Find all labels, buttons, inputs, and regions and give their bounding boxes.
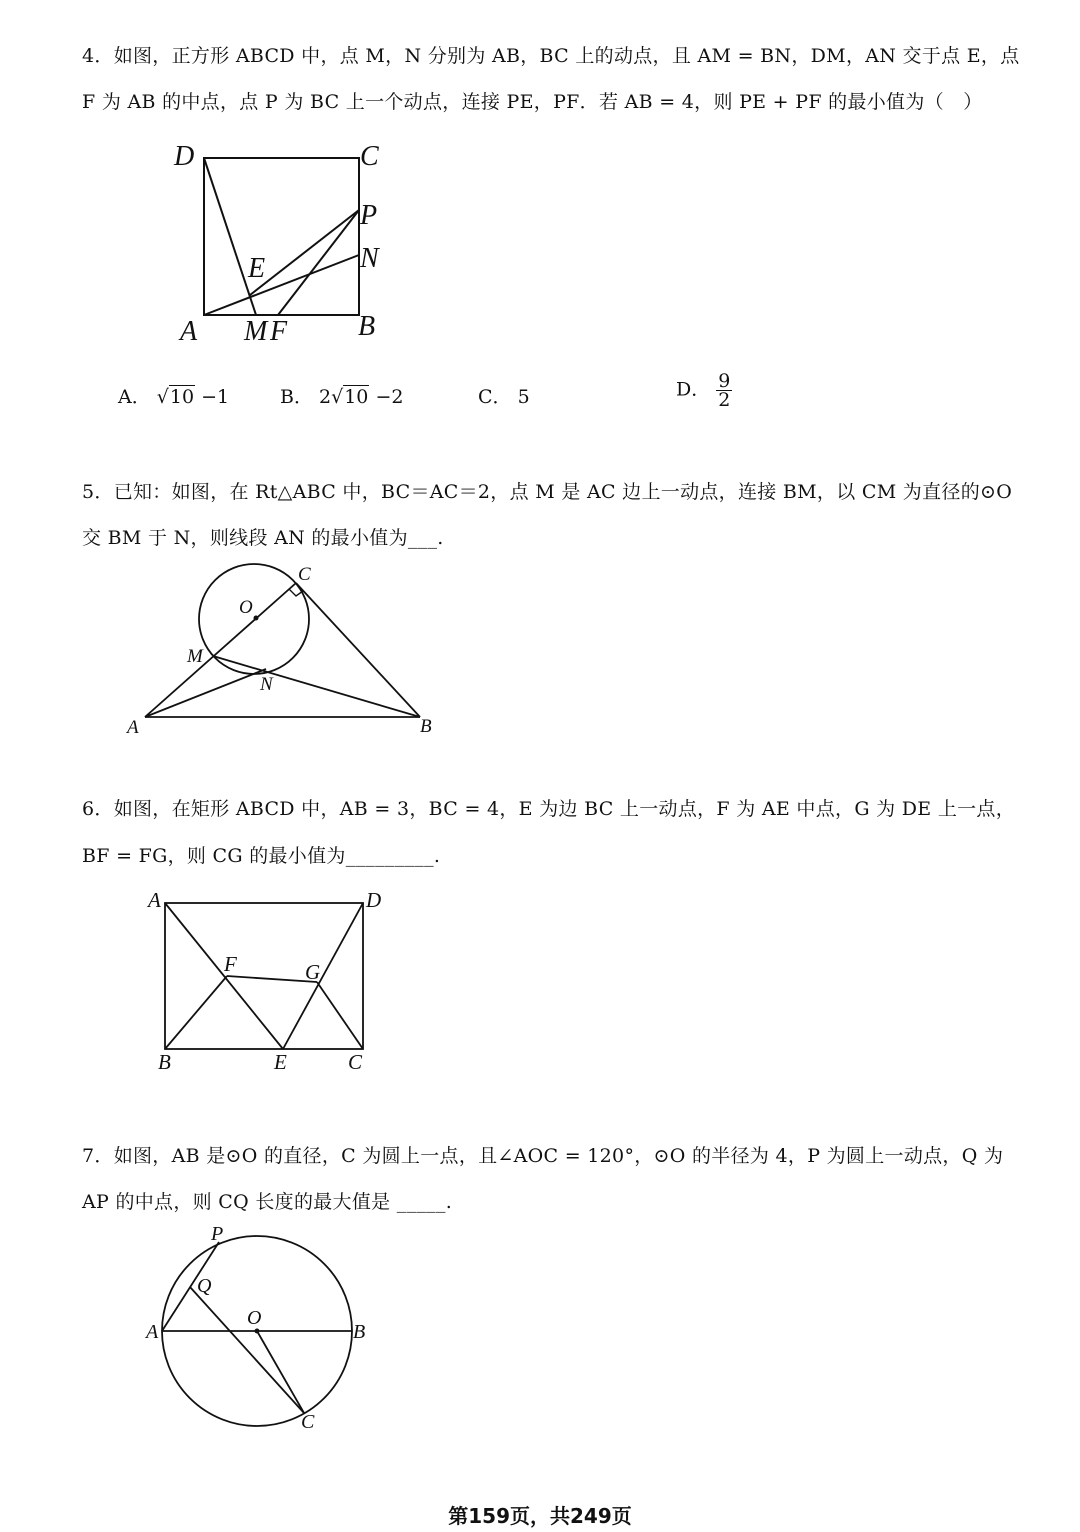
q6-text-line2: BF = FG，则 CG 的最小值为_________.	[82, 845, 441, 867]
q6-label-g: G	[305, 960, 321, 984]
q5-label-m: M	[187, 646, 203, 667]
q7-circle-figure	[135, 1220, 395, 1440]
q4-option-d-numerator: 9	[718, 370, 731, 392]
page-footer: 第159页，共249页	[448, 1504, 632, 1528]
q4-option-d-denominator: 2	[718, 389, 731, 411]
q4-label-e: E	[248, 253, 266, 284]
q6-label-c: C	[348, 1050, 363, 1074]
q4-label-m: M	[244, 316, 268, 347]
q7-label-p: P	[211, 1223, 224, 1245]
q4-segment-dm	[204, 158, 256, 315]
q5-segment-bm	[213, 656, 420, 717]
q6-segment-bf	[165, 976, 227, 1049]
q4-option-a-tail: −1	[195, 386, 230, 408]
q4-option-b-letter: B．	[280, 386, 313, 408]
q7-label-q: Q	[197, 1275, 212, 1297]
q4-square-figure	[160, 135, 400, 350]
q6-segment-de	[283, 903, 363, 1049]
q4-label-b: B	[358, 311, 376, 342]
q4-label-f: F	[270, 316, 288, 347]
q7-label-a: A	[146, 1321, 159, 1343]
q4-text-line1: 4．如图，正方形 ABCD 中，点 M，N 分别为 AB，BC 上的动点，且 AM = BN，DM，AN 交于点 E，点	[82, 45, 1020, 67]
q4-text-line2: F 为 AB 的中点，点 P 为 BC 上一个动点，连接 PE，PF．若 AB = 4，则 PE + PF 的最小值为（ ）	[82, 91, 983, 113]
q7-label-c: C	[301, 1411, 315, 1433]
q5-label-o: O	[239, 597, 253, 618]
q4-option-c-value: 5	[517, 386, 530, 408]
q6-label-d: D	[366, 888, 382, 912]
q4-option-c[interactable]	[478, 383, 530, 411]
q5-triangle-figure	[120, 560, 450, 740]
q6-rectangle	[165, 903, 363, 1049]
q7-text-line1: 7．如图，AB 是⊙O 的直径，C 为圆上一点，且∠AOC = 120°，⊙O 的半径为 4，P 为圆上一动点，Q 为	[82, 1145, 1004, 1167]
q6-text-line1: 6．如图，在矩形 ABCD 中，AB = 3，BC = 4，E 为边 BC 上一动点，F 为 AE 中点，G 为 DE 上一点，	[82, 798, 1016, 820]
q5-segment-bc	[296, 583, 420, 717]
q5-label-b: B	[420, 716, 432, 737]
q4-label-d: D	[174, 141, 195, 172]
q6-segment-fg	[227, 976, 317, 982]
q4-option-a-letter: A．	[118, 386, 151, 408]
q7-segment-qc	[190, 1287, 304, 1413]
q6-label-b: B	[158, 1050, 171, 1074]
q5-text-line2: 交 BM 于 N，则线段 AN 的最小值为___.	[82, 527, 444, 549]
q5-center-point	[254, 616, 259, 621]
q5-segment-an	[145, 669, 266, 717]
q4-option-b-radicand: 10	[344, 386, 369, 408]
q5-segment-ac	[145, 583, 296, 717]
q4-option-d[interactable]	[676, 372, 732, 409]
q6-rectangle-figure	[140, 885, 400, 1080]
q4-option-b-tail: −2	[369, 386, 404, 408]
q5-label-c: C	[298, 564, 311, 585]
q4-option-b[interactable]: B． 2√10 −2	[280, 386, 404, 408]
q4-label-p: P	[360, 200, 378, 231]
q4-option-d-letter: D．	[676, 378, 711, 401]
q7-label-b: B	[353, 1321, 366, 1343]
q6-segment-cg	[317, 982, 363, 1049]
q6-label-f: F	[224, 952, 237, 976]
q4-square	[204, 158, 359, 315]
q5-label-a: A	[127, 717, 139, 738]
q4-option-c-letter: C．	[478, 386, 512, 408]
q4-option-a[interactable]: A． √10 −1	[118, 386, 230, 408]
q4-label-n: N	[360, 243, 379, 274]
q6-label-e: E	[274, 1050, 287, 1074]
q7-label-o: O	[247, 1307, 262, 1329]
q5-text-line1: 5．已知：如图，在 Rt△ABC 中，BC＝AC＝2，点 M 是 AC 边上一动点，连接 BM，以 CM 为直径的⊙O	[82, 481, 1013, 503]
q7-text-line2: AP 的中点，则 CQ 长度的最大值是 _____.	[82, 1191, 453, 1213]
q7-radius-oc	[257, 1331, 304, 1413]
q4-segment-an	[204, 255, 359, 315]
q4-option-a-radicand: 10	[169, 386, 195, 408]
q4-option-b-coef: 2	[319, 386, 332, 408]
q5-label-n: N	[260, 674, 273, 695]
q7-center-point	[255, 1329, 260, 1334]
q4-label-a: A	[180, 316, 198, 347]
q4-label-c: C	[360, 141, 379, 172]
q4-option-d-fraction	[716, 372, 732, 409]
q6-label-a: A	[148, 888, 161, 912]
